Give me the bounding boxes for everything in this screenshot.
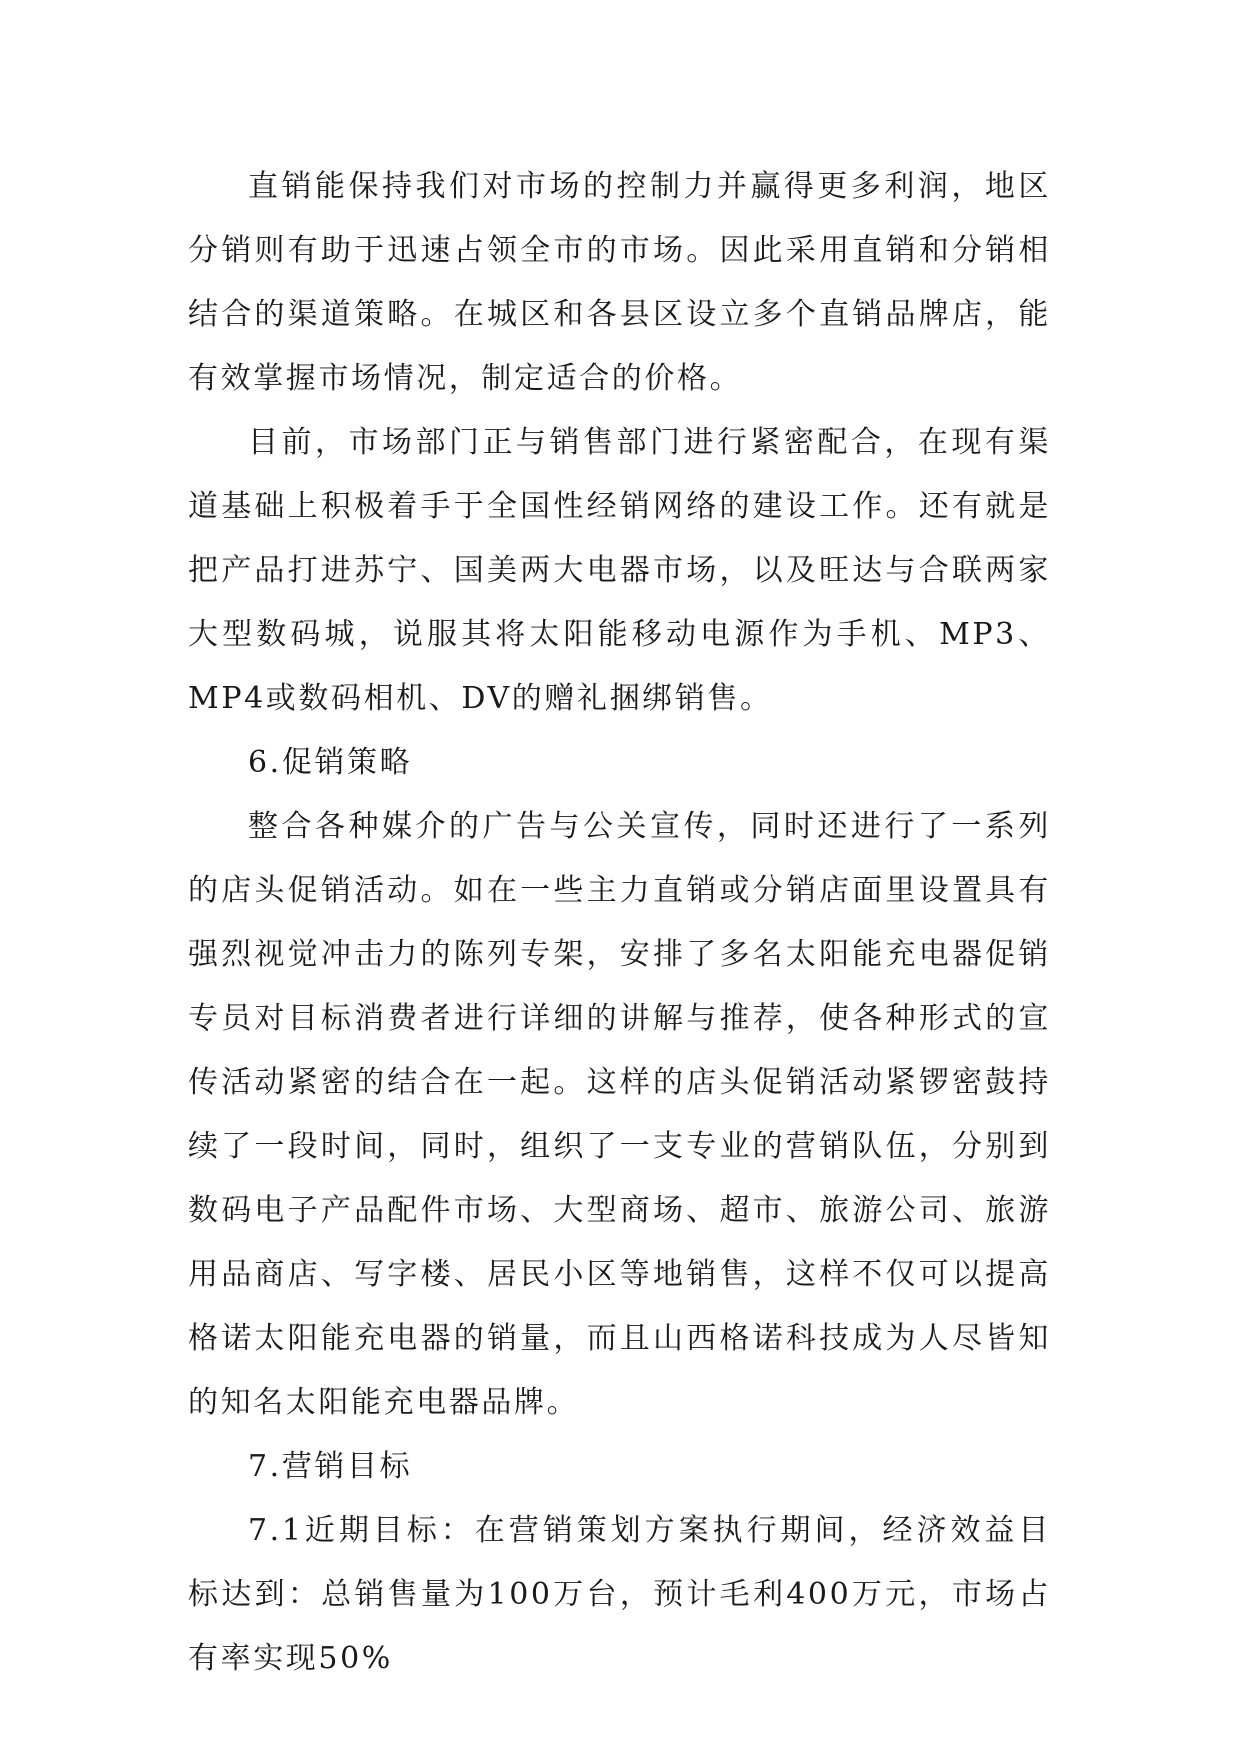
paragraph-direct-sales: 直销能保持我们对市场的控制力并赢得更多利润，地区分销则有助于迅速占领全市的市场。因此采用直销和分销相结合的渠道策略。在城区和各县区设立多个直销品牌店，能有效掌握市场情况，制定适合的价格。 (188, 169, 1051, 396)
paragraph-short-term-goals: 7.1近期目标：在营销策划方案执行期间，经济效益目标达到：总销售量为100万台，预计毛利400万元，市场占有率实现50% (188, 1513, 1051, 1676)
paragraph-promotion-strategy: 整合各种媒介的广告与公关宣传，同时还进行了一系列的店头促销活动。如在一些主力直销或分销店面里设置具有强烈视觉冲击力的陈列专架，安排了多名太阳能充电器促销专员对目标消费者进行详细的讲解与推荐，使各种形式的宣传活动紧密的结合在一起。这样的店头促销活动紧锣密鼓持续了一段时间，同时，组织了一支专业的营销队伍，分别到数码电子产品配件市场、大型商场、超市、旅游公司、旅游用品商店、写字楼、居民小区等地销售，这样不仅可以提高格诺太阳能充电器的销量，而且山西格诺科技成为人尽皆知的知名太阳能充电器品牌。 (188, 809, 1051, 1420)
section-heading-marketing-goals: 7.营销目标 (248, 1449, 413, 1484)
section-heading-promotion-strategy: 6.促销策略 (248, 745, 413, 780)
paragraph-channel-network: 目前，市场部门正与销售部门进行紧密配合，在现有渠道基础上积极着手于全国性经销网络的建设工作。还有就是把产品打进苏宁、国美两大电器市场，以及旺达与合联两家大型数码城，说服其将太阳能移动电源作为手机、MP3、MP4或数码相机、DV的赠礼捆绑销售。 (188, 425, 1051, 716)
document-body (188, 155, 1051, 1691)
